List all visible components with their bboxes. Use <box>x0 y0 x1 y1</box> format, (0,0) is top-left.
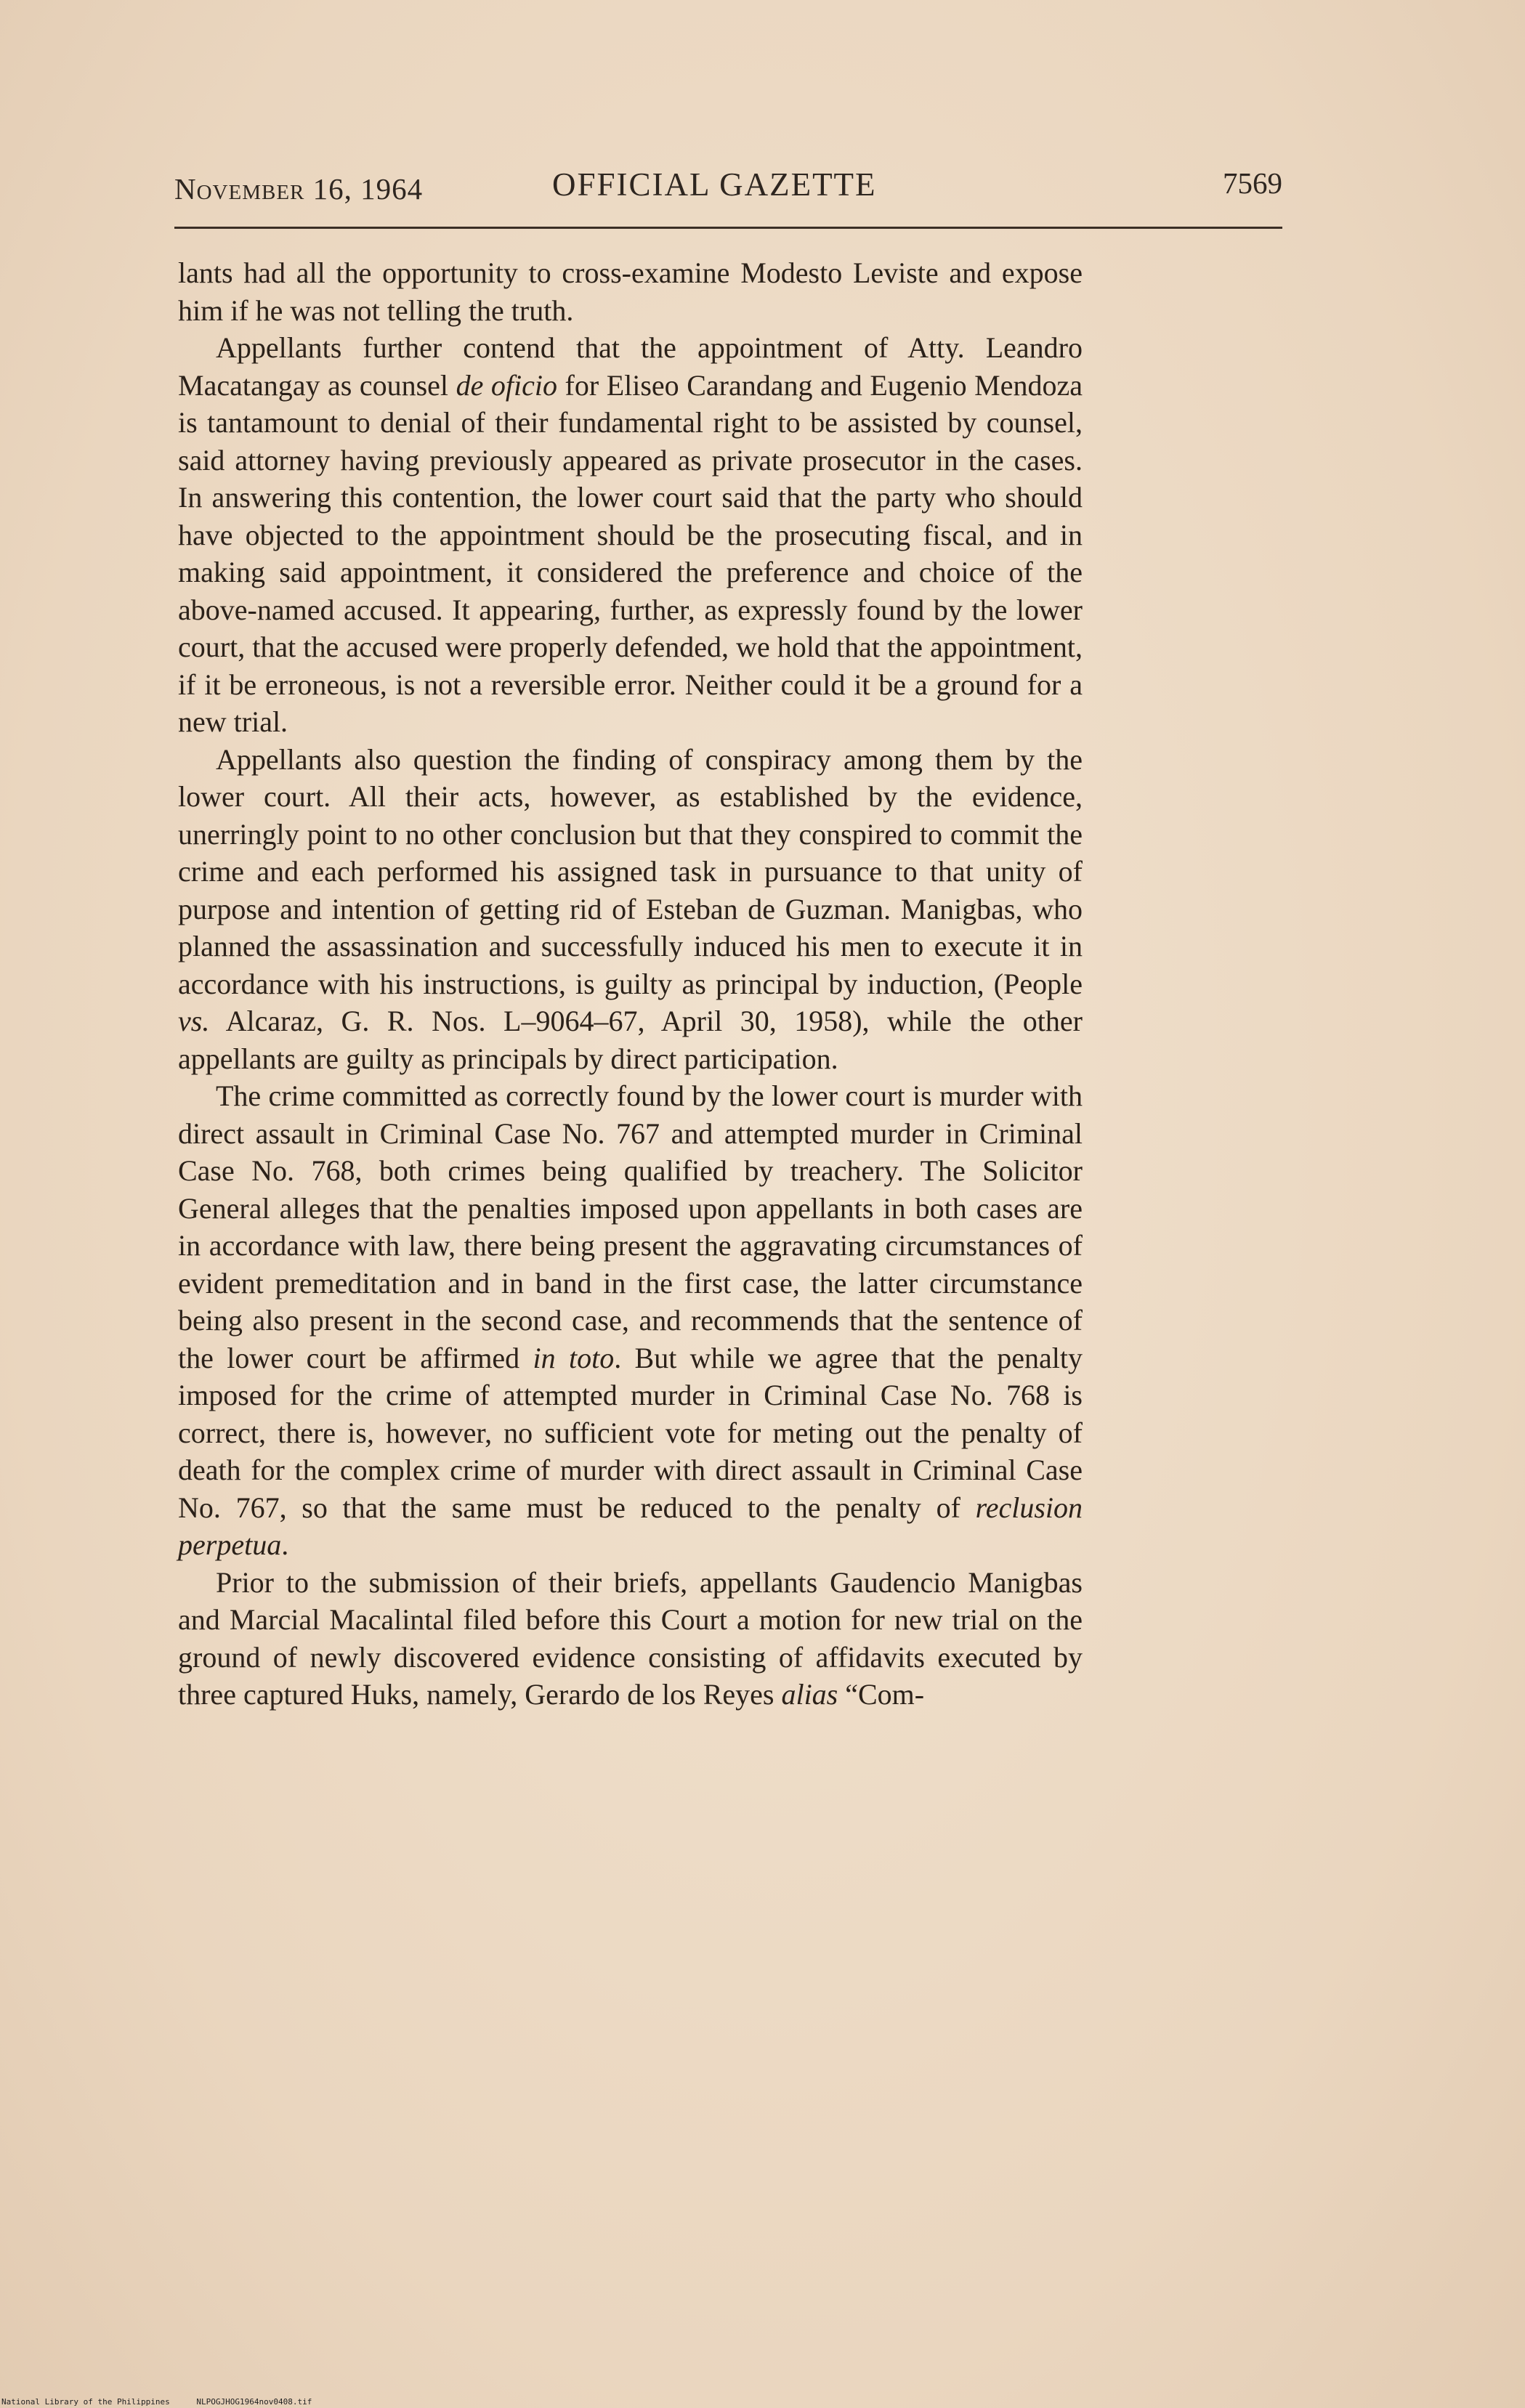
header-rule <box>174 227 1282 229</box>
footer-library: National Library of the Philippines <box>1 2397 170 2407</box>
italic-text: de oficio <box>456 368 557 402</box>
italic-text: alias <box>781 1678 838 1711</box>
text-run: The crime committed as correctly found by the lower court is murder with direct assault in Criminal Case No. 767 and attempted murder in Criminal Case No. 768, both crimes being qualified by treachery. The Solicitor General alleges that the penalties imposed upon appellants in both cases are in accordance with law, there being present the aggravating circumstances of evident premeditation and in band in the first case, the latter circumstance being also present in the second case, and recommends that the sentence of the lower court be affirmed <box>178 1079 1083 1374</box>
text-run: Appellants also question the finding of conspiracy among them by the lower court. All their acts, however, as established by the evidence, unerringly point to no other conclusion but that they conspired to commit the crime and each performed his assigned task in pursuance to that unity of purpose and intention of getting rid of Esteban de Guzman. Manigbas, who planned the assassination and successfully induced his men to execute it in accordance with his instructions, is guilty as principal by induction, (People <box>178 742 1083 1000</box>
page-number: 7569 <box>1223 166 1282 200</box>
paragraph <box>178 329 1083 741</box>
paragraph <box>178 1564 1083 1714</box>
text-run: . But while we agree that the penalty imposed for the crime of attempted murder in Criminal Case No. 768 is correct, there is, however, no sufficient vote for meting out the penalty of death for the complex crime of murder with direct assault in Criminal Case No. 767, so that the same must be reduced to the penalty of <box>178 1341 1083 1524</box>
italic-text: vs. <box>178 1005 210 1037</box>
page-header <box>174 166 1282 216</box>
text-run: “Com- <box>838 1678 925 1711</box>
italic-text: in toto <box>533 1341 615 1374</box>
issue-date: November 16, 1964 <box>174 172 424 206</box>
publication-title: OFFICIAL GAZETTE <box>552 166 877 203</box>
footer-filename: NLPOGJHOG1964nov0408.tif <box>196 2397 312 2407</box>
paragraph <box>178 254 1083 329</box>
scan-footer <box>1 2397 312 2407</box>
italic-text: reclusion perpetua <box>178 1491 1083 1561</box>
paragraph <box>178 1077 1083 1564</box>
text-run: lants had all the opportunity to cross-examine Modesto Leviste and expose him if he was not telling the truth. <box>178 256 1083 327</box>
text-run: Prior to the submission of their briefs, appellants Gaudencio Manigbas and Marcial Macalintal filed before this Court a motion for new trial on the ground of newly discovered evidence consisting of affidavits executed by three captured Huks, namely, Gerardo de los Reyes <box>178 1565 1083 1711</box>
document-body <box>178 254 1083 1714</box>
text-run: Alcaraz, G. R. Nos. L–9064–67, April 30, 1958), while the other appellants are guilty as principals by direct participation. <box>178 1005 1083 1075</box>
text-run: . <box>281 1528 289 1561</box>
paragraph <box>178 741 1083 1078</box>
text-run: Appellants further contend that the appointment of Atty. Leandro Macatangay as counsel <box>178 331 1083 402</box>
text-run: for Eliseo Carandang and Eugenio Mendoza is tantamount to denial of their fundamental right to be assisted by counsel, said attorney having previously appeared as private prosecutor in the cases. In answering this contention, the lower court said that the party who should have objected to the appointment should be the prosecuting fiscal, and in making said appointment, it considered the preference and choice of the above-named accused. It appearing, further, as expressly found by the lower court, that the accused were properly defended, we hold that the appointment, if it be erroneous, is not a reversible error. Neither could it be a ground for a new trial. <box>178 368 1083 738</box>
